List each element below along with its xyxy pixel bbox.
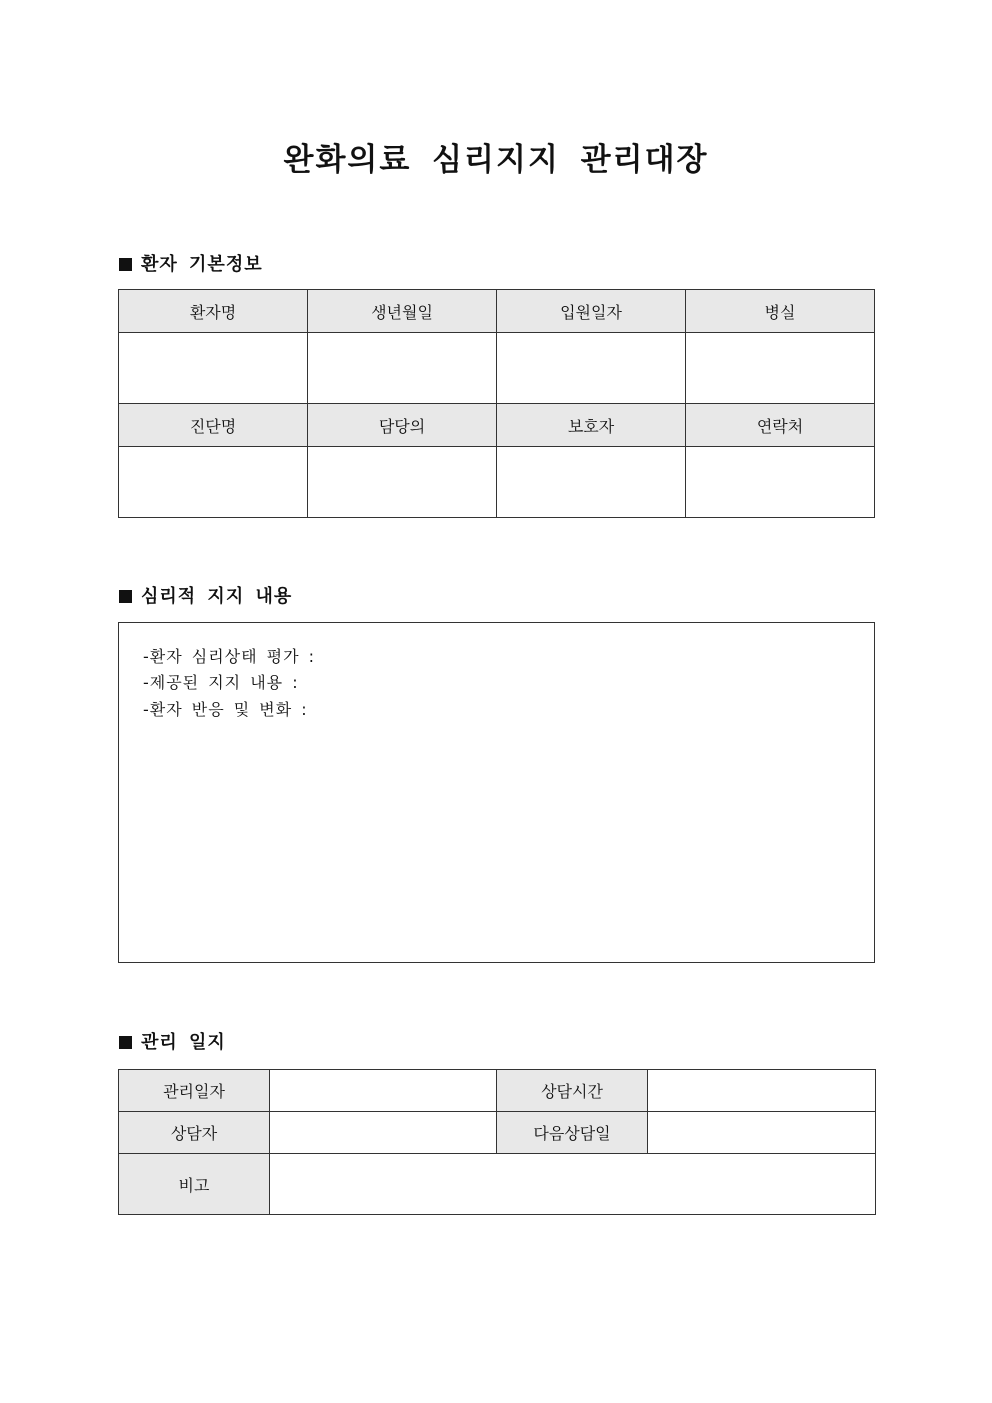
consult-time-field[interactable] (648, 1070, 876, 1112)
section-title-log: 관리 일지 (119, 1031, 226, 1055)
header-manage-date: 관리일자 (119, 1070, 270, 1112)
note-line-support: -제공된 지지 내용 : (143, 673, 299, 692)
header-consult-time: 상담시간 (497, 1070, 648, 1112)
contact-field[interactable] (686, 447, 875, 518)
manage-date-field[interactable] (270, 1070, 497, 1112)
square-bullet-icon (119, 1036, 132, 1049)
header-counselor: 상담자 (119, 1112, 270, 1154)
counselor-field[interactable] (270, 1112, 497, 1154)
header-patient-name: 환자명 (119, 290, 308, 333)
next-consult-date-field[interactable] (648, 1112, 876, 1154)
diagnosis-field[interactable] (119, 447, 308, 518)
square-bullet-icon (119, 590, 132, 603)
header-room: 병실 (686, 290, 875, 333)
header-remarks: 비고 (119, 1154, 270, 1215)
header-admission-date: 입원일자 (497, 290, 686, 333)
page-title: 완화의료 심리지지 관리대장 (283, 142, 709, 178)
patient-name-field[interactable] (119, 333, 308, 404)
remarks-field[interactable] (270, 1154, 876, 1215)
birth-date-field[interactable] (308, 333, 497, 404)
psych-notes-box[interactable] (118, 622, 875, 963)
physician-field[interactable] (308, 447, 497, 518)
note-line-response: -환자 반응 및 변화 : (143, 700, 308, 719)
header-next-consult-date: 다음상담일 (497, 1112, 648, 1154)
room-field[interactable] (686, 333, 875, 404)
note-line-assessment: -환자 심리상태 평가 : (143, 647, 316, 666)
header-contact: 연락처 (686, 404, 875, 447)
section-title-basic-info: 환자 기본정보 (119, 253, 263, 277)
header-guardian: 보호자 (497, 404, 686, 447)
square-bullet-icon (119, 258, 132, 271)
header-birth-date: 생년월일 (308, 290, 497, 333)
section-title-psych-support: 심리적 지지 내용 (119, 585, 292, 609)
guardian-field[interactable] (497, 447, 686, 518)
header-physician: 담당의 (308, 404, 497, 447)
admission-date-field[interactable] (497, 333, 686, 404)
basic-info-table (118, 289, 875, 518)
log-table (118, 1069, 876, 1215)
header-diagnosis: 진단명 (119, 404, 308, 447)
